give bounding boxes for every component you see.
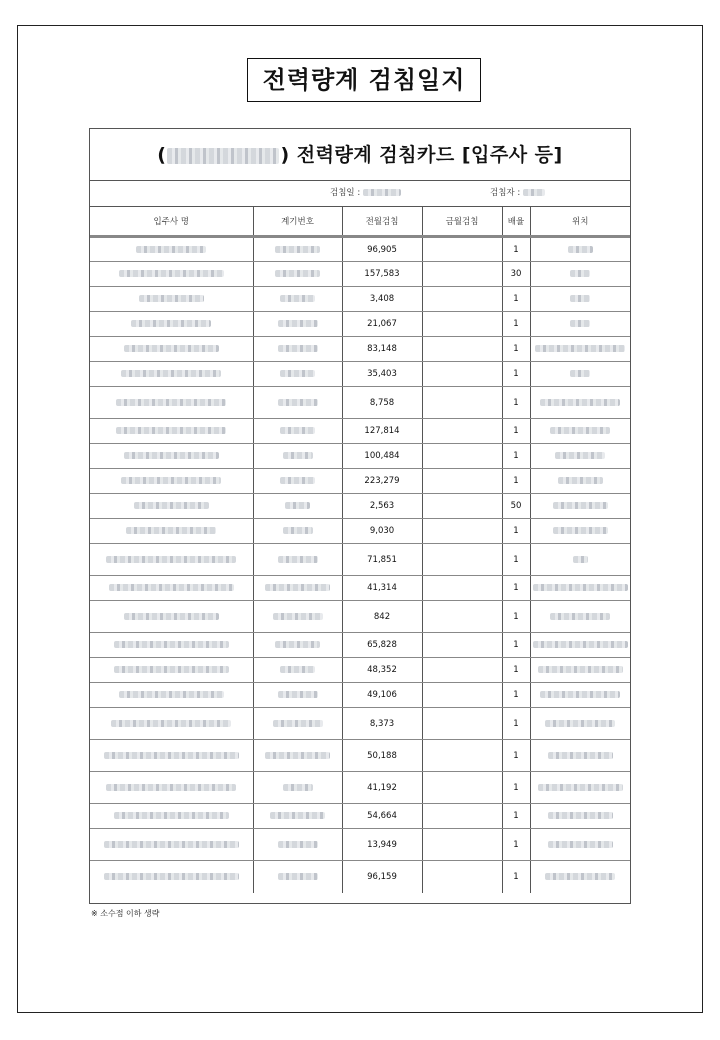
tenant-name-cell bbox=[90, 262, 253, 287]
redacted-location bbox=[548, 812, 613, 819]
redacted-location bbox=[570, 370, 590, 377]
multiplier-cell: 1 bbox=[502, 633, 530, 658]
current-reading-cell[interactable] bbox=[422, 601, 502, 633]
table-row bbox=[90, 544, 630, 576]
location-cell bbox=[530, 633, 630, 658]
tenant-name-cell bbox=[90, 601, 253, 633]
multiplier-cell: 1 bbox=[502, 469, 530, 494]
multiplier-cell: 1 bbox=[502, 337, 530, 362]
table-row bbox=[90, 601, 630, 633]
multiplier-cell: 1 bbox=[502, 362, 530, 387]
multiplier-cell: 1 bbox=[502, 708, 530, 740]
redacted-tenant-name bbox=[104, 752, 239, 759]
table-row bbox=[90, 262, 630, 287]
redacted-location bbox=[538, 784, 623, 791]
redacted-meter-number bbox=[265, 584, 330, 591]
previous-reading-cell: 83,148 bbox=[342, 337, 422, 362]
multiplier-cell: 1 bbox=[502, 740, 530, 772]
inspection-date-label: 검침일 : bbox=[330, 188, 361, 198]
col-tenant-name: 입주사 명 bbox=[90, 207, 253, 237]
redacted-location bbox=[573, 556, 588, 563]
redacted-meter-number bbox=[280, 477, 315, 484]
redacted-tenant-name bbox=[114, 812, 229, 819]
meter-reading-table bbox=[90, 207, 630, 893]
redacted-tenant-name bbox=[124, 452, 219, 459]
redacted-meter-number bbox=[280, 295, 315, 302]
redacted-location bbox=[545, 720, 615, 727]
card-title-open: ( bbox=[157, 144, 167, 166]
table-row bbox=[90, 804, 630, 829]
meter-number-cell bbox=[253, 519, 342, 544]
tenant-name-cell bbox=[90, 633, 253, 658]
redacted-meter-number bbox=[280, 370, 315, 377]
current-reading-cell[interactable] bbox=[422, 419, 502, 444]
redacted-location bbox=[553, 502, 608, 509]
redacted-location bbox=[568, 246, 593, 253]
table-row bbox=[90, 519, 630, 544]
previous-reading-cell: 8,758 bbox=[342, 387, 422, 419]
previous-reading-cell: 2,563 bbox=[342, 494, 422, 519]
current-reading-cell[interactable] bbox=[422, 861, 502, 893]
current-reading-cell[interactable] bbox=[422, 772, 502, 804]
redacted-location bbox=[548, 841, 613, 848]
col-location: 위치 bbox=[530, 207, 630, 237]
location-cell bbox=[530, 519, 630, 544]
meter-number-cell bbox=[253, 633, 342, 658]
current-reading-cell[interactable] bbox=[422, 337, 502, 362]
previous-reading-cell: 48,352 bbox=[342, 658, 422, 683]
redacted-meter-number bbox=[278, 399, 318, 406]
tenant-name-cell bbox=[90, 544, 253, 576]
redacted-location bbox=[538, 666, 623, 673]
tenant-name-cell bbox=[90, 362, 253, 387]
table-row bbox=[90, 740, 630, 772]
location-cell bbox=[530, 576, 630, 601]
location-cell bbox=[530, 469, 630, 494]
redacted-meter-number bbox=[273, 613, 323, 620]
multiplier-cell: 1 bbox=[502, 861, 530, 893]
tenant-name-cell bbox=[90, 683, 253, 708]
multiplier-cell: 1 bbox=[502, 804, 530, 829]
table-row bbox=[90, 419, 630, 444]
multiplier-cell: 30 bbox=[502, 262, 530, 287]
redacted-location bbox=[545, 873, 615, 880]
redacted-tenant-name bbox=[139, 295, 204, 302]
col-meter-number: 계기번호 bbox=[253, 207, 342, 237]
table-row bbox=[90, 772, 630, 804]
meter-number-cell bbox=[253, 237, 342, 262]
previous-reading-cell: 96,159 bbox=[342, 861, 422, 893]
meter-number-cell bbox=[253, 829, 342, 861]
meter-number-cell bbox=[253, 362, 342, 387]
redacted-location bbox=[570, 270, 590, 277]
redacted-meter-number bbox=[265, 752, 330, 759]
multiplier-cell: 1 bbox=[502, 444, 530, 469]
redacted-meter-number bbox=[270, 812, 325, 819]
current-reading-cell[interactable] bbox=[422, 544, 502, 576]
multiplier-cell: 1 bbox=[502, 312, 530, 337]
current-reading-cell[interactable] bbox=[422, 469, 502, 494]
location-cell bbox=[530, 494, 630, 519]
previous-reading-cell: 71,851 bbox=[342, 544, 422, 576]
tenant-name-cell bbox=[90, 494, 253, 519]
location-cell bbox=[530, 683, 630, 708]
redacted-tenant-name bbox=[121, 370, 221, 377]
current-reading-cell[interactable] bbox=[422, 362, 502, 387]
multiplier-cell: 1 bbox=[502, 658, 530, 683]
redacted-meter-number bbox=[278, 556, 318, 563]
tenant-name-cell bbox=[90, 287, 253, 312]
previous-reading-cell: 3,408 bbox=[342, 287, 422, 312]
redacted-tenant-name bbox=[134, 502, 209, 509]
tenant-name-cell bbox=[90, 469, 253, 494]
table-row bbox=[90, 633, 630, 658]
meter-number-cell bbox=[253, 576, 342, 601]
meter-number-cell bbox=[253, 658, 342, 683]
multiplier-cell: 1 bbox=[502, 601, 530, 633]
multiplier-cell: 1 bbox=[502, 287, 530, 312]
meter-number-cell bbox=[253, 861, 342, 893]
meter-number-cell bbox=[253, 544, 342, 576]
location-cell bbox=[530, 287, 630, 312]
meter-number-cell bbox=[253, 444, 342, 469]
redacted-tenant-name bbox=[111, 720, 231, 727]
meter-number-cell bbox=[253, 740, 342, 772]
footnote: ※ 소수점 이하 생략 bbox=[91, 909, 160, 918]
location-cell bbox=[530, 362, 630, 387]
table-row bbox=[90, 387, 630, 419]
multiplier-cell: 1 bbox=[502, 576, 530, 601]
location-cell bbox=[530, 829, 630, 861]
meter-number-cell bbox=[253, 772, 342, 804]
tenant-name-cell bbox=[90, 519, 253, 544]
current-reading-cell[interactable] bbox=[422, 740, 502, 772]
redacted-tenant-name bbox=[106, 556, 236, 563]
redacted-meter-number bbox=[283, 784, 313, 791]
location-cell bbox=[530, 658, 630, 683]
inspector bbox=[490, 181, 545, 206]
table-row bbox=[90, 576, 630, 601]
current-reading-cell[interactable] bbox=[422, 287, 502, 312]
table-row bbox=[90, 861, 630, 893]
redacted-location bbox=[540, 691, 620, 698]
redacted-tenant-name bbox=[131, 320, 211, 327]
location-cell bbox=[530, 237, 630, 262]
meter-number-cell bbox=[253, 494, 342, 519]
multiplier-cell: 1 bbox=[502, 772, 530, 804]
multiplier-cell: 1 bbox=[502, 829, 530, 861]
redacted-meter-number bbox=[283, 527, 313, 534]
previous-reading-cell: 96,905 bbox=[342, 237, 422, 262]
location-cell bbox=[530, 444, 630, 469]
redacted-meter-number bbox=[278, 841, 318, 848]
table-row bbox=[90, 829, 630, 861]
current-reading-cell[interactable] bbox=[422, 519, 502, 544]
redacted-tenant-name bbox=[114, 641, 229, 648]
redacted-location bbox=[540, 399, 620, 406]
redacted-location bbox=[550, 613, 610, 620]
meter-number-cell bbox=[253, 683, 342, 708]
table-row bbox=[90, 494, 630, 519]
redacted-date bbox=[363, 189, 401, 196]
redacted-company-name bbox=[167, 148, 279, 164]
col-current-reading: 금월검침 bbox=[422, 207, 502, 237]
redacted-location bbox=[533, 641, 628, 648]
table-header-row bbox=[90, 207, 630, 237]
redacted-tenant-name bbox=[109, 584, 234, 591]
redacted-tenant-name bbox=[116, 399, 226, 406]
multiplier-cell: 1 bbox=[502, 237, 530, 262]
redacted-location bbox=[548, 752, 613, 759]
table-row bbox=[90, 237, 630, 262]
redacted-inspector bbox=[523, 189, 545, 196]
table-row bbox=[90, 337, 630, 362]
previous-reading-cell: 54,664 bbox=[342, 804, 422, 829]
redacted-location bbox=[550, 427, 610, 434]
meter-number-cell bbox=[253, 469, 342, 494]
redacted-tenant-name bbox=[116, 427, 226, 434]
multiplier-cell: 1 bbox=[502, 419, 530, 444]
card-title bbox=[90, 129, 630, 181]
redacted-meter-number bbox=[275, 246, 320, 253]
tenant-name-cell bbox=[90, 576, 253, 601]
tenant-name-cell bbox=[90, 861, 253, 893]
redacted-location bbox=[555, 452, 605, 459]
redacted-location bbox=[553, 527, 608, 534]
current-reading-cell[interactable] bbox=[422, 312, 502, 337]
location-cell bbox=[530, 601, 630, 633]
card-title-text: ) 전력량계 검침카드 [입주사 등] bbox=[280, 144, 563, 166]
redacted-location bbox=[535, 345, 625, 352]
current-reading-cell[interactable] bbox=[422, 708, 502, 740]
redacted-tenant-name bbox=[119, 270, 224, 277]
redacted-meter-number bbox=[280, 666, 315, 673]
previous-reading-cell: 9,030 bbox=[342, 519, 422, 544]
previous-reading-cell: 35,403 bbox=[342, 362, 422, 387]
location-cell bbox=[530, 387, 630, 419]
tenant-name-cell bbox=[90, 237, 253, 262]
tenant-name-cell bbox=[90, 708, 253, 740]
current-reading-cell[interactable] bbox=[422, 683, 502, 708]
meter-number-cell bbox=[253, 387, 342, 419]
col-multiplier: 배율 bbox=[502, 207, 530, 237]
current-reading-cell[interactable] bbox=[422, 494, 502, 519]
redacted-tenant-name bbox=[124, 613, 219, 620]
current-reading-cell[interactable] bbox=[422, 829, 502, 861]
current-reading-cell[interactable] bbox=[422, 658, 502, 683]
redacted-location bbox=[570, 320, 590, 327]
current-reading-cell[interactable] bbox=[422, 262, 502, 287]
meter-number-cell bbox=[253, 312, 342, 337]
redacted-tenant-name bbox=[104, 841, 239, 848]
current-reading-cell[interactable] bbox=[422, 804, 502, 829]
tenant-name-cell bbox=[90, 829, 253, 861]
current-reading-cell[interactable] bbox=[422, 444, 502, 469]
redacted-tenant-name bbox=[114, 666, 229, 673]
multiplier-cell: 50 bbox=[502, 494, 530, 519]
meter-number-cell bbox=[253, 419, 342, 444]
current-reading-cell[interactable] bbox=[422, 387, 502, 419]
tenant-name-cell bbox=[90, 804, 253, 829]
redacted-meter-number bbox=[278, 691, 318, 698]
previous-reading-cell: 41,192 bbox=[342, 772, 422, 804]
previous-reading-cell: 127,814 bbox=[342, 419, 422, 444]
redacted-meter-number bbox=[278, 873, 318, 880]
redacted-tenant-name bbox=[121, 477, 221, 484]
document-title: 전력량계 검침일지 bbox=[247, 58, 481, 102]
inspection-date bbox=[330, 181, 401, 206]
location-cell bbox=[530, 544, 630, 576]
previous-reading-cell: 49,106 bbox=[342, 683, 422, 708]
location-cell bbox=[530, 337, 630, 362]
redacted-tenant-name bbox=[106, 784, 236, 791]
redacted-tenant-name bbox=[136, 246, 206, 253]
redacted-location bbox=[570, 295, 590, 302]
redacted-meter-number bbox=[285, 502, 310, 509]
redacted-tenant-name bbox=[124, 345, 219, 352]
table-row bbox=[90, 287, 630, 312]
location-cell bbox=[530, 772, 630, 804]
table-row bbox=[90, 362, 630, 387]
previous-reading-cell: 41,314 bbox=[342, 576, 422, 601]
table-row bbox=[90, 469, 630, 494]
table-row bbox=[90, 312, 630, 337]
inspector-label: 검침자 : bbox=[490, 188, 521, 198]
tenant-name-cell bbox=[90, 772, 253, 804]
redacted-meter-number bbox=[273, 720, 323, 727]
tenant-name-cell bbox=[90, 444, 253, 469]
table-row bbox=[90, 658, 630, 683]
meter-reading-card bbox=[89, 128, 631, 904]
meter-number-cell bbox=[253, 708, 342, 740]
tenant-name-cell bbox=[90, 419, 253, 444]
table-row bbox=[90, 444, 630, 469]
tenant-name-cell bbox=[90, 387, 253, 419]
current-reading-cell[interactable] bbox=[422, 576, 502, 601]
location-cell bbox=[530, 262, 630, 287]
location-cell bbox=[530, 861, 630, 893]
meter-number-cell bbox=[253, 804, 342, 829]
location-cell bbox=[530, 708, 630, 740]
meter-number-cell bbox=[253, 337, 342, 362]
previous-reading-cell: 8,373 bbox=[342, 708, 422, 740]
redacted-meter-number bbox=[275, 270, 320, 277]
multiplier-cell: 1 bbox=[502, 519, 530, 544]
redacted-location bbox=[533, 584, 628, 591]
table-row bbox=[90, 708, 630, 740]
tenant-name-cell bbox=[90, 740, 253, 772]
previous-reading-cell: 13,949 bbox=[342, 829, 422, 861]
table-row bbox=[90, 683, 630, 708]
previous-reading-cell: 100,484 bbox=[342, 444, 422, 469]
previous-reading-cell: 65,828 bbox=[342, 633, 422, 658]
redacted-tenant-name bbox=[126, 527, 216, 534]
previous-reading-cell: 50,188 bbox=[342, 740, 422, 772]
redacted-tenant-name bbox=[119, 691, 224, 698]
redacted-meter-number bbox=[275, 641, 320, 648]
current-reading-cell[interactable] bbox=[422, 237, 502, 262]
inspection-info-row bbox=[90, 181, 630, 207]
table-body bbox=[90, 237, 630, 893]
location-cell bbox=[530, 419, 630, 444]
previous-reading-cell: 223,279 bbox=[342, 469, 422, 494]
col-previous-reading: 전월검침 bbox=[342, 207, 422, 237]
previous-reading-cell: 157,583 bbox=[342, 262, 422, 287]
previous-reading-cell: 842 bbox=[342, 601, 422, 633]
previous-reading-cell: 21,067 bbox=[342, 312, 422, 337]
location-cell bbox=[530, 804, 630, 829]
tenant-name-cell bbox=[90, 312, 253, 337]
redacted-meter-number bbox=[278, 320, 318, 327]
meter-number-cell bbox=[253, 287, 342, 312]
multiplier-cell: 1 bbox=[502, 544, 530, 576]
redacted-tenant-name bbox=[104, 873, 239, 880]
redacted-meter-number bbox=[283, 452, 313, 459]
redacted-meter-number bbox=[280, 427, 315, 434]
redacted-location bbox=[558, 477, 603, 484]
tenant-name-cell bbox=[90, 337, 253, 362]
redacted-meter-number bbox=[278, 345, 318, 352]
tenant-name-cell bbox=[90, 658, 253, 683]
multiplier-cell: 1 bbox=[502, 683, 530, 708]
multiplier-cell: 1 bbox=[502, 387, 530, 419]
location-cell bbox=[530, 312, 630, 337]
current-reading-cell[interactable] bbox=[422, 633, 502, 658]
location-cell bbox=[530, 740, 630, 772]
meter-number-cell bbox=[253, 262, 342, 287]
meter-number-cell bbox=[253, 601, 342, 633]
